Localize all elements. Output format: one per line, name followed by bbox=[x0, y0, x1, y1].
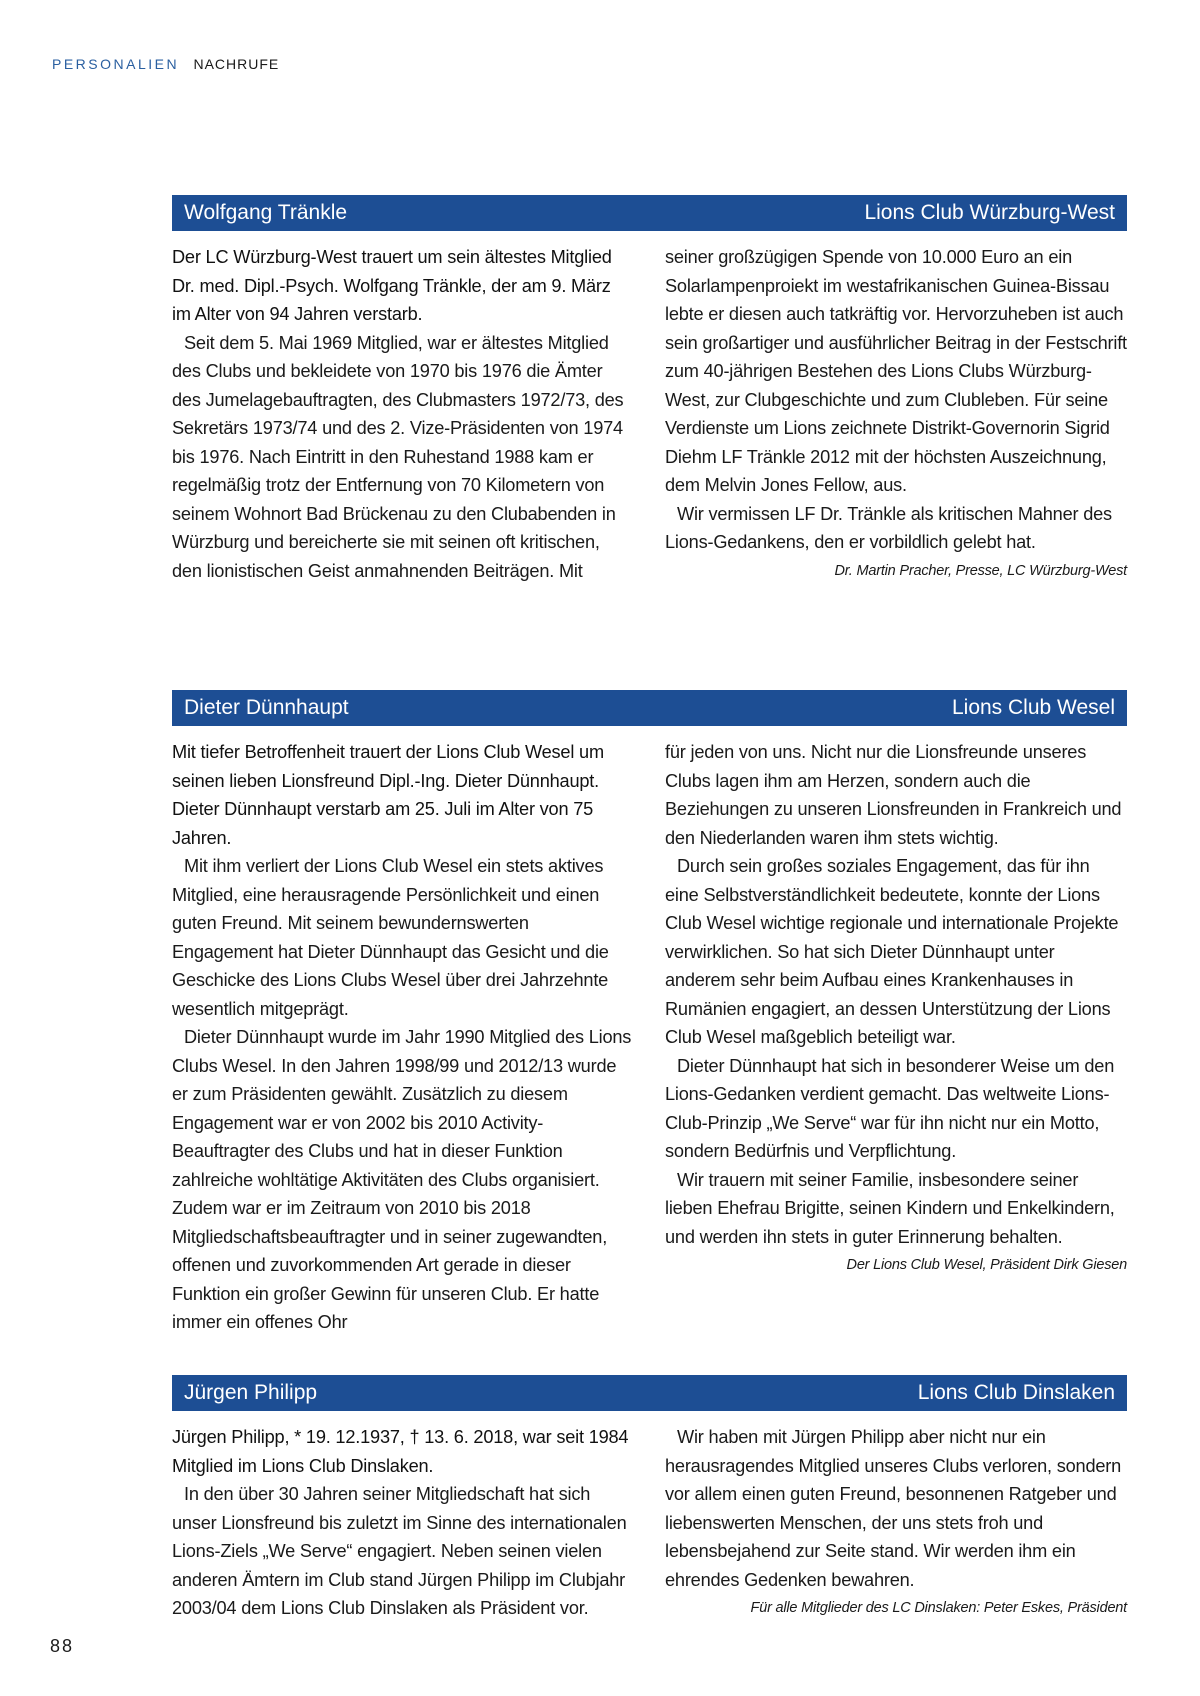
paragraph: Seit dem 5. Mai 1969 Mitglied, war er ältestes Mitglied des Clubs und bekleidete von 1970 bis 1976 die Ämter des Jumelagebauftragten, des Clubmasters 1972/73, des Sekretärs 1973/74 und des 2. Vize-Präsidenten von 1974 bis 1976. Nach Eintritt in den Ruhestand 1988 kam er regelmäßig trotz der Entfernung von 70 Kilometern von seinem Wohnort Bad Brückenau zu den Clubabenden in Würzburg und bereicherte sie mit seinen oft kritischen, den lionistischen Geist anmahnenden Beiträgen. Mit bbox=[172, 332, 624, 581]
column-right bbox=[665, 1423, 1127, 1623]
paragraph: Mit ihm verliert der Lions Club Wesel ein stets aktives Mitglied, eine herausragende Persönlichkeit und einen guten Freund. Mit seinem bewundernswerten Engagement hat Dieter Dünnhaupt das Gesicht und die Geschicke des Lions Clubs Wesel über drei Jahrzehnte wesentlich mitgeprägt. bbox=[172, 856, 609, 1019]
running-header bbox=[52, 56, 279, 72]
deceased-name: Dieter Dünnhaupt bbox=[184, 696, 349, 719]
obituary-title-bar bbox=[172, 690, 1127, 726]
obituary-philipp bbox=[172, 1375, 1127, 1623]
paragraph: Wir trauern mit seiner Familie, insbesondere seiner lieben Ehefrau Brigitte, seinen Kindern und Enkelkindern, und werden ihn stets in guter Erinnerung behalten. bbox=[665, 1169, 1115, 1247]
paragraph: Dieter Dünnhaupt wurde im Jahr 1990 Mitglied des Lions Clubs Wesel. In den Jahren 1998/99 und 2012/13 wurde er zum Präsidenten gewählt. Zusätzlich zu diesem Engagement war er von 2002 bis 2010 Activity-Beauftragter des Clubs und hat in dieser Funktion zahlreiche wohltätige Aktivitäten des Clubs organisiert. Zudem war er im Zeitraum von 2010 bis 2018 Mitgliedschaftsbeauftragter und in seiner zugewandten, offenen und zuvorkommenden Art gerade in dieser Funktion ein großer Gewinn für unseren Club. Er hatte immer ein offenes Ohr bbox=[172, 1027, 632, 1332]
deceased-name: Wolfgang Tränkle bbox=[184, 201, 348, 224]
paragraph: In den über 30 Jahren seiner Mitgliedschaft hat sich unser Lionsfreund bis zuletzt im Sinne des internationalen Lions-Ziels „We Serve“ engagiert. Neben seinen vielen anderen Ämtern im Club stand Jürgen Philipp im Clubjahr 2003/04 dem Lions Club Dinslaken als Präsident vor. bbox=[172, 1484, 627, 1618]
column-right bbox=[665, 243, 1127, 585]
column-left bbox=[172, 243, 634, 585]
club-name: Lions Club Würzburg-West bbox=[864, 201, 1115, 224]
column-right bbox=[665, 738, 1127, 1337]
obituary-title-bar bbox=[172, 195, 1127, 231]
obituary-title-bar bbox=[172, 1375, 1127, 1411]
page-number: 88 bbox=[50, 1636, 75, 1656]
column-left bbox=[172, 738, 634, 1337]
deceased-name: Jürgen Philipp bbox=[184, 1381, 318, 1404]
signature: Dr. Martin Pracher, Presse, LC Würzburg-West bbox=[834, 562, 1127, 579]
column-left bbox=[172, 1423, 634, 1623]
paragraph: Wir haben mit Jürgen Philipp aber nicht nur ein herausragendes Mitglied unseres Clubs verloren, sondern vor allem einen guten Freund, besonnenen Ratgeber und liebenswerten Menschen, der uns stets froh und lebensbejahend zur Seite stand. Wir werden ihm ein ehrendes Gedenken bewahren. bbox=[665, 1427, 1122, 1590]
paragraph: Durch sein großes soziales Engagement, das für ihn eine Selbstverständlichkeit bedeutete, konnte der Lions Club Wesel wichtige regionale und internationale Projekte verwirklichen. So hat sich Dieter Dünnhaupt unter anderem sehr beim Aufbau eines Krankenhauses in Rumänien engagiert, an dessen Unterstützung der Lions Club Wesel maßgeblich beteiligt war. bbox=[665, 856, 1119, 1047]
club-name: Lions Club Wesel bbox=[951, 696, 1115, 719]
paragraph: seiner großzügigen Spende von 10.000 Euro an ein Solarlampenproiekt im westafrikanischen Guinea-Bissau lebte er diesen auch tatkräftig vor. Hervorzuheben ist auch sein großartiger und ausführlicher Beitrag in der Festschrift zum 40-jährigen Bestehen des Lions Clubs Würzburg-West, zur Clubgeschichte und zum Clubleben. Für seine Verdienste um Lions zeichnete Distrikt-Governorin Sigrid Diehm LF Tränkle 2012 mit der höchsten Auszeichnung, dem Melvin Jones Fellow, aus. bbox=[665, 247, 1127, 495]
obituary-traenkle bbox=[172, 195, 1127, 585]
lead-paragraph: Der LC Würzburg-West trauert um sein ältestes Mitglied Dr. med. Dipl.-Psych. Wolfgang Tränkle, der am 9. März im Alter von 94 Jahren verstarb. bbox=[172, 247, 612, 324]
header-subsection: NACHRUFE bbox=[193, 56, 280, 72]
signature: Für alle Mitglieder des LC Dinslaken: Peter Eskes, Präsident bbox=[750, 1600, 1127, 1616]
lead-paragraph: Jürgen Philipp, * 19. 12.1937, † 13. 6. 2018, war seit 1984 Mitglied im Lions Club Dinslaken. bbox=[172, 1427, 629, 1476]
obituary-duennhaupt bbox=[172, 690, 1127, 1337]
club-name: Lions Club Dinslaken bbox=[917, 1381, 1115, 1404]
signature: Der Lions Club Wesel, Präsident Dirk Giesen bbox=[846, 1257, 1127, 1273]
paragraph: Wir vermissen LF Dr. Tränkle als kritischen Mahner des Lions-Gedankens, den er vorbildlich gelebt hat. bbox=[665, 503, 1112, 552]
paragraph: für jeden von uns. Nicht nur die Lionsfreunde unseres Clubs lagen ihm am Herzen, sondern auch die Beziehungen zu unseren Lionsfreunden in Frankreich und den Niederlanden waren ihm stets wichtig. bbox=[665, 742, 1122, 848]
lead-paragraph: Mit tiefer Betroffenheit trauert der Lions Club Wesel um seinen lieben Lionsfreund Dipl.-Ing. Dieter Dünnhaupt. Dieter Dünnhaupt verstarb am 25. Juli im Alter von 75 Jahren. bbox=[172, 742, 604, 848]
header-section: PERSONALIEN bbox=[52, 56, 180, 72]
paragraph: Dieter Dünnhaupt hat sich in besonderer Weise um den Lions-Gedanken verdient gemacht. Das weltweite Lions-Club-Prinzip „We Serve“ war für ihn nicht nur ein Motto, sondern Bedürfnis und Verpflichtung. bbox=[665, 1055, 1115, 1161]
